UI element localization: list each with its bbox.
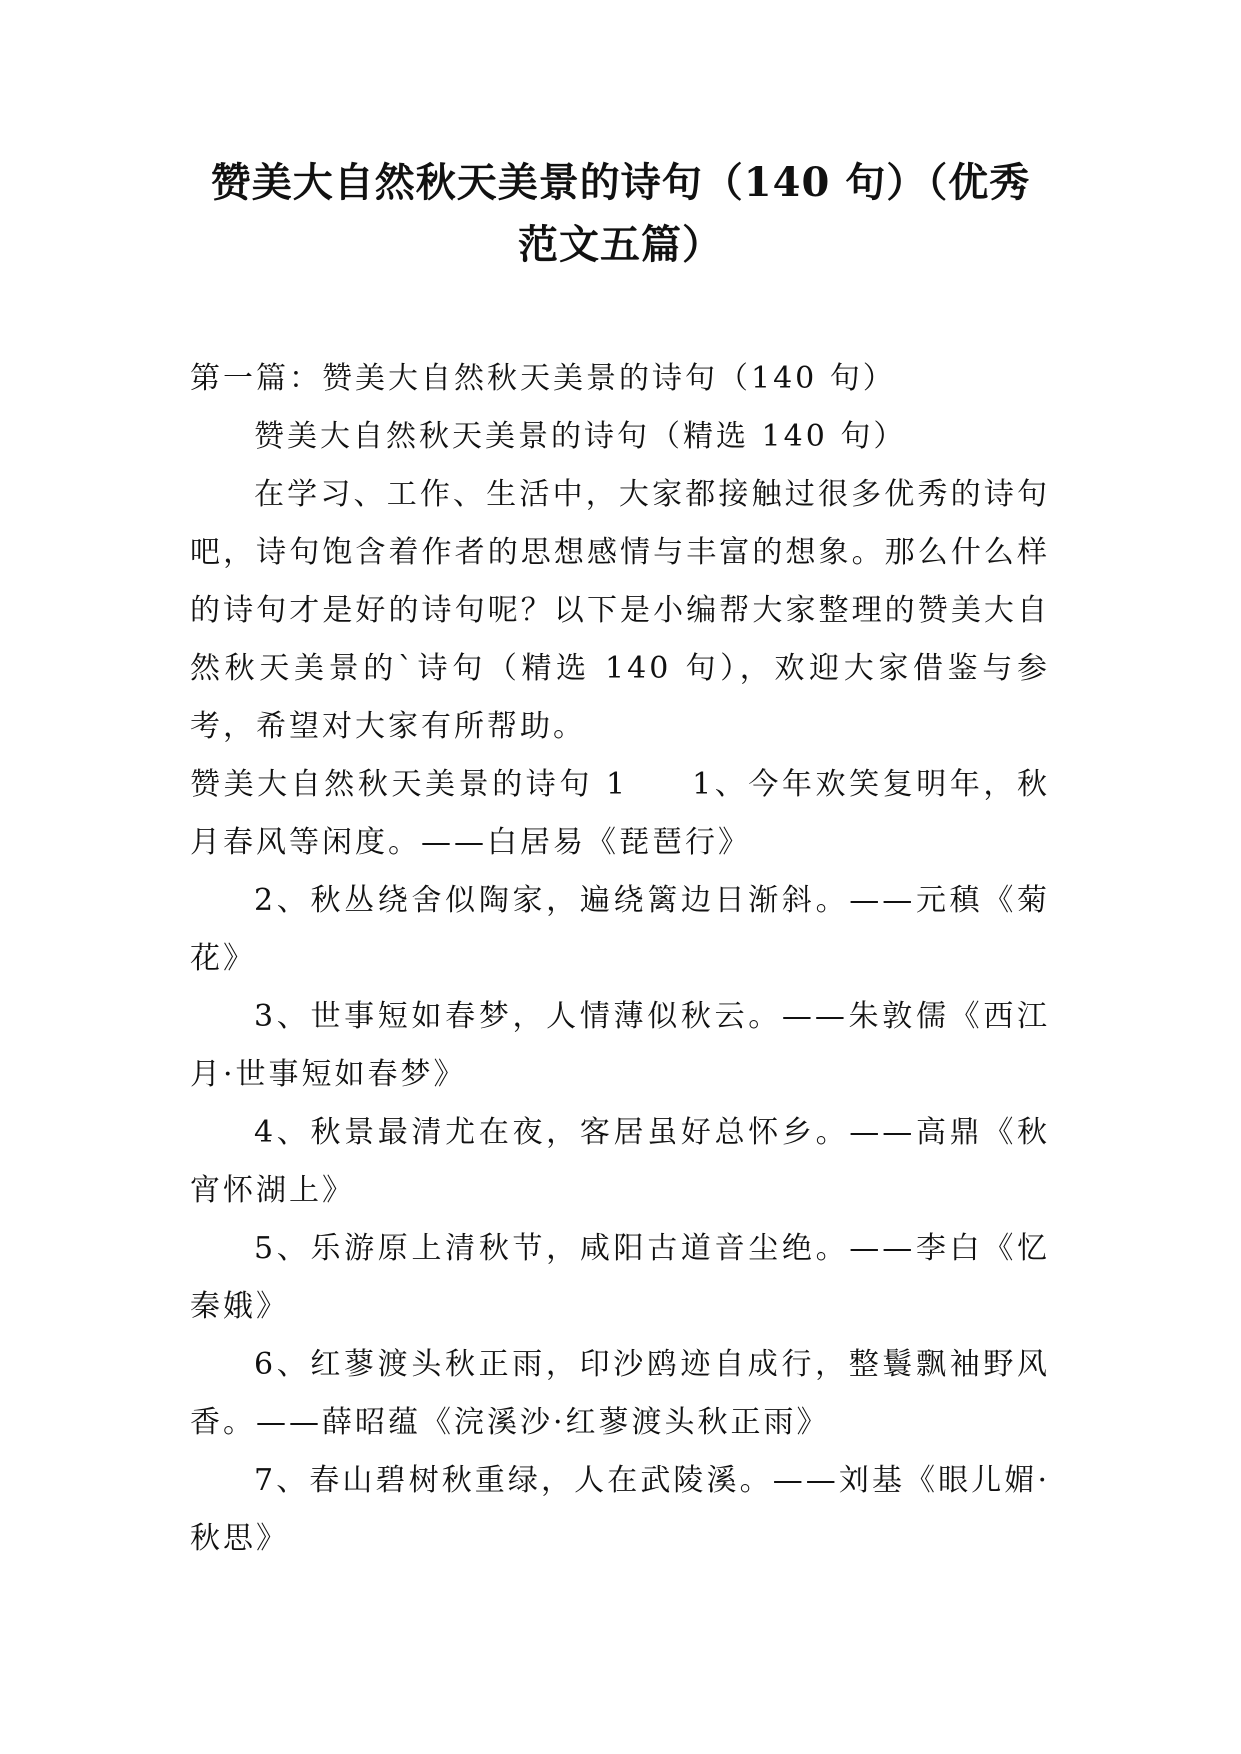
document-body [190, 350, 1050, 1568]
poem-item-2: 2、秋丛绕舍似陶家，遍绕篱边日渐斜。——元稹《菊花》 [190, 883, 1050, 976]
poem-item-5: 5、乐游原上清秋节，咸阳古道音尘绝。——李白《忆秦娥》 [190, 1231, 1050, 1324]
poem-group-label: 赞美大自然秋天美景的诗句 1 [190, 767, 629, 802]
poem-item-7: 7、春山碧树秋重绿，人在武陵溪。——刘基《眼儿媚·秋思》 [190, 1463, 1050, 1556]
document-title-line-1: 赞美大自然秋天美景的诗句（140 句）（优秀 [210, 159, 1031, 206]
poem-item-4: 4、秋景最清尤在夜，客居虽好总怀乡。——高鼎《秋宵怀湖上》 [190, 1115, 1050, 1208]
poem-item-1: 1、今年欢笑复明年，秋月春风等闲度。——白居易《琵琶行》 [190, 767, 1051, 860]
document-title-line-2: 范文五篇） [518, 221, 723, 268]
poem-item-6: 6、红蓼渡头秋正雨，印沙鸥迹自成行，整鬟飘袖野风香。——薛昭蕴《浣溪沙·红蓼渡头秋正雨》 [190, 1347, 1050, 1440]
section-subtitle: 赞美大自然秋天美景的诗句（精选 140 句） [254, 419, 907, 454]
section-heading: 第一篇：赞美大自然秋天美景的诗句（140 句） [190, 361, 896, 396]
poem-item-3: 3、世事短如春梦，人情薄似秋云。——朱敦儒《西江月·世事短如春梦》 [190, 999, 1050, 1092]
intro-paragraph: 在学习、工作、生活中，大家都接触过很多优秀的诗句吧，诗句饱含着作者的思想感情与丰富的想象。那么什么样的诗句才是好的诗句呢？以下是小编帮大家整理的赞美大自然秋天美景的`诗句（精选 140 句），欢迎大家借鉴与参考，希望对大家有所帮助。 [190, 477, 1050, 744]
poem-group-line [190, 756, 1050, 872]
